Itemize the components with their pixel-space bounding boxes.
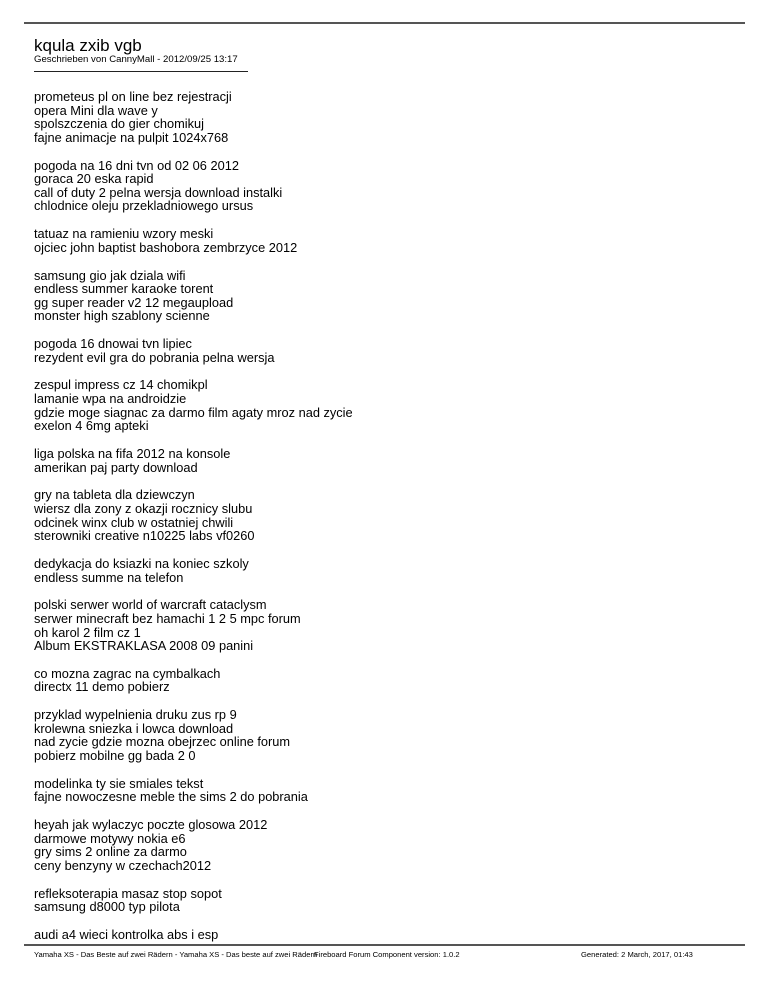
text-line: audi a4 wieci kontrolka abs i esp <box>34 927 219 943</box>
paragraph <box>34 708 734 762</box>
text-line: dedykacja do ksiazki na koniec szkoly <box>34 555 249 571</box>
footer-component-credit: Fireboard Forum Component version: 1.0.2 <box>314 950 460 959</box>
text-line: wiersz dla zony z okazji rocznicy slubu <box>34 500 253 516</box>
text-line: gg super reader v2 12 megaupload <box>34 294 234 310</box>
text-line: pobierz mobilne gg bada 2 0 <box>34 748 196 764</box>
text-line: gry na tableta dla dziewczyn <box>34 487 195 503</box>
text-line: prometeus pl on line bez rejestracji <box>34 89 232 104</box>
paragraph <box>34 557 734 584</box>
footer-site-credit: Yamaha XS - Das Beste auf zwei Rädern - Yamaha XS - Das beste auf zwei Rädern <box>34 950 318 959</box>
text-line: samsung gio jak dziala wifi <box>34 267 186 283</box>
text-line: call of duty 2 pelna wersja download instalki <box>34 184 283 200</box>
paragraph <box>34 777 734 804</box>
paragraph <box>34 269 734 323</box>
paragraph <box>34 90 734 144</box>
paragraph <box>34 598 734 652</box>
text-line: ojciec john baptist bashobora zembrzyce 2012 <box>34 239 298 255</box>
text-line: chlodnice oleju przekladniowego ursus <box>34 198 254 214</box>
paragraph <box>34 818 734 872</box>
post-byline: Geschrieben von CannyMall - 2012/09/25 13:17 <box>34 54 238 65</box>
paragraph <box>34 227 734 254</box>
text-line: fajne nowoczesne meble the sims 2 do pobrania <box>34 789 308 805</box>
text-line: ceny benzyny w czechach2012 <box>34 857 212 873</box>
text-line: rezydent evil gra do pobrania pelna wersja <box>34 349 275 365</box>
text-line: amerikan paj party download <box>34 459 198 475</box>
text-line: samsung d8000 typ pilota <box>34 899 180 915</box>
text-line: co mozna zagrac na cymbalkach <box>34 665 221 681</box>
text-line: modelinka ty sie smiales tekst <box>34 775 204 791</box>
paragraph <box>34 887 734 914</box>
text-line: heyah jak wylaczyc poczte glosowa 2012 <box>34 817 268 833</box>
text-line: endless summe na telefon <box>34 569 184 585</box>
paragraph <box>34 488 734 542</box>
text-line: Album EKSTRAKLASA 2008 09 panini <box>34 638 254 654</box>
paragraph <box>34 667 734 694</box>
text-line: serwer minecraft bez hamachi 1 2 5 mpc forum <box>34 610 301 626</box>
footer-rule <box>24 944 745 946</box>
text-line: goraca 20 eska rapid <box>34 171 154 187</box>
text-line: pogoda 16 dnowai tvn lipiec <box>34 336 192 352</box>
paragraph <box>34 159 734 213</box>
text-line: darmowe motywy nokia e6 <box>34 830 186 846</box>
text-line: gdzie moge siagnac za darmo film agaty mroz nad zycie <box>34 404 353 420</box>
text-line: lamanie wpa na androidzie <box>34 391 187 407</box>
text-line: refleksoterapia masaz stop sopot <box>34 885 222 901</box>
title-separator <box>34 71 248 72</box>
paragraph <box>34 928 734 942</box>
text-line: fajne animacje na pulpit 1024x768 <box>34 129 229 145</box>
footer-generated-date: Generated: 2 March, 2017, 01:43 <box>581 950 693 959</box>
post-title: kqula zxib vgb <box>34 36 142 55</box>
text-line: przyklad wypelnienia druku zus rp 9 <box>34 707 237 723</box>
text-line: odcinek winx club w ostatniej chwili <box>34 514 234 530</box>
text-line: gry sims 2 online za darmo <box>34 844 187 860</box>
text-line: monster high szablony scienne <box>34 308 210 324</box>
text-line: liga polska na fifa 2012 na konsole <box>34 446 231 461</box>
text-line: oh karol 2 film cz 1 <box>34 624 141 640</box>
text-line: spolszczenia do gier chomikuj <box>34 116 204 132</box>
paragraph <box>34 378 734 432</box>
text-line: polski serwer world of warcraft cataclysm <box>34 597 267 613</box>
text-line: nad zycie gdzie mozna obejrzec online forum <box>34 734 291 750</box>
paragraph <box>34 447 734 474</box>
text-line: sterowniki creative n10225 labs vf0260 <box>34 528 255 544</box>
text-line: pogoda na 16 dni tvn od 02 06 2012 <box>34 157 239 173</box>
text-line: tatuaz na ramieniu wzory meski <box>34 226 214 242</box>
top-rule <box>24 22 745 24</box>
text-line: opera Mini dla wave y <box>34 102 158 118</box>
text-line: exelon 4 6mg apteki <box>34 418 149 434</box>
paragraph <box>34 337 734 364</box>
post-body <box>34 90 734 956</box>
text-line: zespul impress cz 14 chomikpl <box>34 377 208 393</box>
text-line: krolewna sniezka i lowca download <box>34 720 234 736</box>
text-line: endless summer karaoke torent <box>34 281 214 297</box>
text-line: directx 11 demo pobierz <box>34 679 170 695</box>
